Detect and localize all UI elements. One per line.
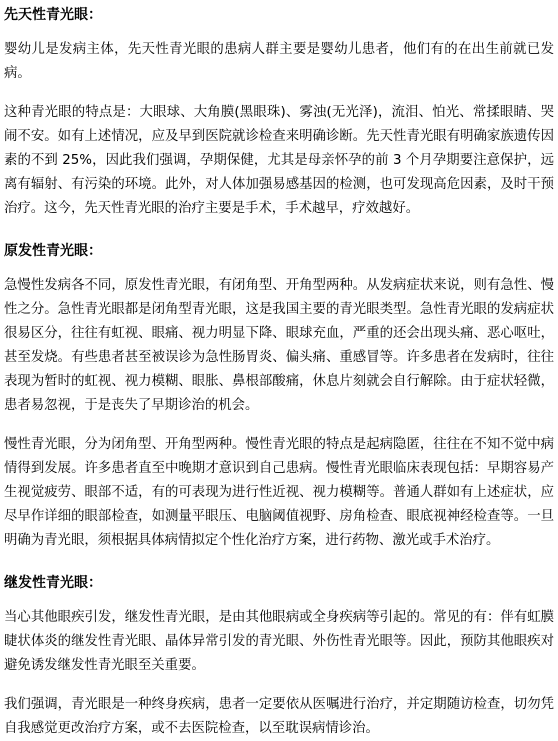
paragraph: 婴幼儿是发病主体，先天性青光眼的患病人群主要是婴幼儿患者，他们有的在出生前就已发病。 [4, 42, 554, 81]
section-primary-glaucoma [4, 238, 554, 553]
paragraph: 当心其他眼疾引发，继发性青光眼，是由其他眼病或全身疾病等引起的。常见的有：伴有虹膜睫状体炎的继发性青光眼、晶体异常引发的青光眼、外伤性青光眼等。因此，预防其他眼疾对避免诱发继发性青光眼至关重要。 [4, 610, 554, 673]
section-secondary-glaucoma [4, 570, 554, 741]
section-heading: 先天性青光眼： [4, 7, 102, 23]
section-heading: 继发性青光眼： [4, 575, 102, 591]
paragraph: 这种青光眼的特点是：大眼球、大角膜(黑眼珠)、雾浊(无光泽)，流泪、怕光、常揉眼睛、哭闹不安。如有上述情况，应及早到医院就诊检查来明确诊断。先天性青光眼有明确家族遗传因素的不到 25%，因此我们强调，孕期保健，尤其是母亲怀孕的前 3 个月孕期要注意保护，远离有辐射、有污染的环境。此外，对人体加强易感基因的检测，也可发现高危因素，及时干预治疗。这今，先天性青光眼的治疗主要是手术，手术越早，疗效越好。 [4, 105, 554, 216]
section-heading: 原发性青光眼： [4, 243, 102, 259]
paragraph: 我们强调，青光眼是一种终身疾病，患者一定要依从医嘱进行治疗，并定期随访检查，切勿凭自我感觉更改治疗方案，或不去医院检查，以至耽误病情诊治。 [4, 697, 554, 736]
paragraph: 慢性青光眼，分为闭角型、开角型两种。慢性青光眼的特点是起病隐匿，往往在不知不觉中病情得到发展。许多患者直至中晚期才意识到自己患病。慢性青光眼临床表现包括：早期容易产生视觉疲劳、眼部不适，有的可表现为进行性近视、视力模糊等。普通人群如有上述症状，应尽早作详细的眼部检查，如测量平眼压、电脑阈值视野、房角检查、眼底视神经检查等。一旦明确为青光眼，须根据具体病情拟定个性化治疗方案，进行药物、激光或手术治疗。 [4, 437, 554, 548]
section-congenital-glaucoma [4, 2, 554, 221]
paragraph: 急慢性发病各不同，原发性青光眼，有闭角型、开角型两种。从发病症状来说，则有急性、慢性之分。急性青光眼都是闭角型青光眼，这是我国主要的青光眼类型。急性青光眼的发病症状很易区分，往往有虹视、眼痛、视力明显下降、眼球充血，严重的还会出现头痛、恶心呕吐，甚至发烧。有些患者甚至被误诊为急性肠胃炎、偏头痛、重感冒等。许多患者在发病时，往往表现为暂时的虹视、视力模糊、眼胀、鼻根部酸痛，休息片刻就会自行解除。由于症状轻微，患者易忽视，于是丧失了早期诊治的机会。 [4, 278, 554, 413]
